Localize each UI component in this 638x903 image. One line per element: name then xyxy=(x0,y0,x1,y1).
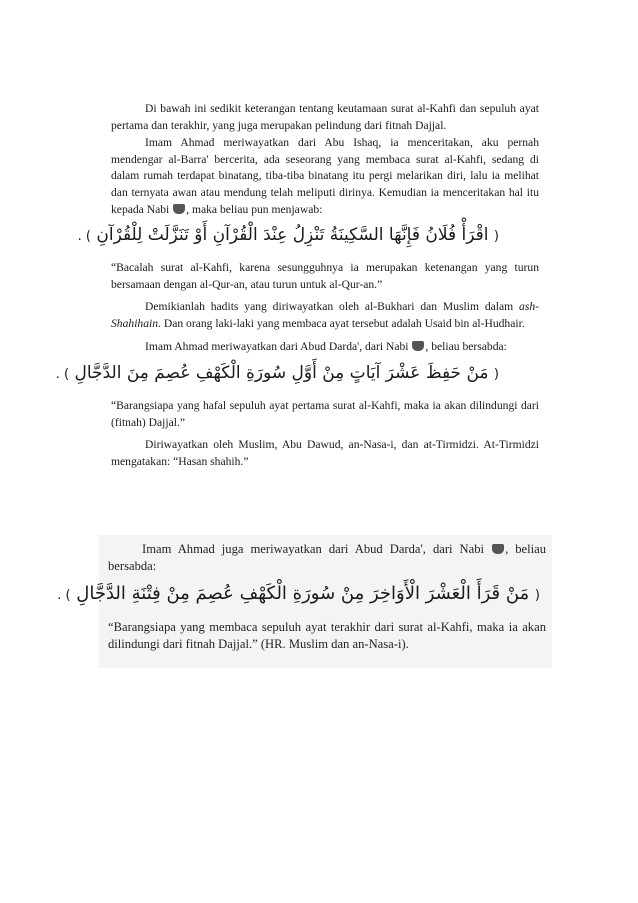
hadith-2-source: Diriwayatkan oleh Muslim, Abu Dawud, an-Nasa-i, dan at-Tirmidzi. At-Tirmidzi mengatakan: “Hasan shahih.” xyxy=(111,438,539,468)
hadith-3-arabic-text: مَنْ قَرَأَ الْعَشْرَ الْأَوَاخِرَ مِنْ سُورَةِ الْكَهْفِ عُصِمَ مِنْ فِتْنَةِ الدَّجَّالِ xyxy=(76,583,530,604)
salawat-icon xyxy=(412,341,424,351)
arabic-open-paren: ( xyxy=(534,588,540,603)
hadith-2-arabic xyxy=(55,360,539,388)
hadith-3-arabic xyxy=(57,579,546,611)
hadith-2-narration-end: , beliau bersabda: xyxy=(425,339,507,353)
arabic-close-paren: ) . xyxy=(57,588,71,603)
arabic-close-paren: ) . xyxy=(77,229,91,245)
arabic-open-paren: ( xyxy=(493,367,499,383)
hadith-3-translation: “Barangsiapa yang membaca sepuluh ayat terakhir dari surat al-Kahfi, maka ia akan dilindungi dari fitnah Dajjal.” (HR. Muslim dan an-Nasa-i). xyxy=(108,620,546,651)
hadith-1-source xyxy=(111,299,539,332)
intro-paragraph: Di bawah ini sedikit keterangan tentang keutamaan surat al-Kahfi dan sepuluh ayat pertama dan terakhir, yang juga merupakan pelindung dari fitnah Dajjal. xyxy=(111,102,539,132)
hadith-3-narration xyxy=(108,541,546,575)
hadith-1-source-text: Demikianlah hadits yang diriwayatkan oleh al-Bukhari dan Muslim dalam xyxy=(145,300,520,314)
hadith-2-narration xyxy=(111,339,539,356)
arabic-open-paren: ( xyxy=(493,229,499,245)
hadith-1-narration xyxy=(111,135,539,218)
hadith-1-narration-end: , maka beliau pun menjawab: xyxy=(186,202,323,216)
hadith-2-narration-text: Imam Ahmad meriwayatkan dari Abud Darda', dari Nabi xyxy=(145,339,409,353)
book-title: ash-Shahihain xyxy=(111,300,539,330)
scanned-excerpt xyxy=(57,535,552,668)
hadith-1-arabic xyxy=(77,222,539,250)
hadith-1-translation: “Bacalah surat al-Kahfi, karena sesungguhnya ia merupakan ketenangan yang turun bersamaan dengan al-Qur-an, atau turun untuk al-Qur-an.” xyxy=(111,261,539,291)
hadith-3-narration-end: , beliau bersabda: xyxy=(108,542,546,573)
arabic-close-paren: ) . xyxy=(55,367,70,383)
hadith-3-narration-text: Imam Ahmad juga meriwayatkan dari Abud Darda', dari Nabi xyxy=(142,542,485,556)
hadith-1-arabic-text: اقْرَأْ فُلَانُ فَإِنَّهَا السَّكِينَةُ تَنْزِلُ عِنْدَ الْقُرْآنِ أَوْ تَنَزَّلَتْ لِلْقُرْآنِ xyxy=(96,225,489,246)
hadith-1-narration-text: Imam Ahmad meriwayatkan dari Abu Ishaq, ia menceritakan, aku pernah mendengar al-Barra' bercerita, ada seseorang yang membaca surat al-Kahfi, sedang di dalam rumah terdapat binatang, tiba-tiba binatang itu pergi melarikan diri, lalu ia melihat dan ternyata awan atau mendung telah meliputi dirinya. Kemudian ia menceritakan hal itu kepada Nabi xyxy=(111,136,539,216)
hadith-2-translation: “Barangsiapa yang hafal sepuluh ayat pertama surat al-Kahfi, maka ia akan dilindungi dari (fitnah) Dajjal.” xyxy=(111,399,539,429)
salawat-icon xyxy=(173,204,185,214)
hadith-1-source-end: . Dan orang laki-laki yang membaca ayat tersebut adalah Usaid bin al-Hudhair. xyxy=(158,316,525,330)
salawat-icon xyxy=(492,544,504,554)
main-text-block xyxy=(55,101,539,471)
hadith-2-arabic-text: مَنْ حَفِظَ عَشْرَ آيَاتٍ مِنْ أَوَّلِ سُورَةِ الْكَهْفِ عُصِمَ مِنَ الدَّجَّالِ xyxy=(74,363,489,384)
